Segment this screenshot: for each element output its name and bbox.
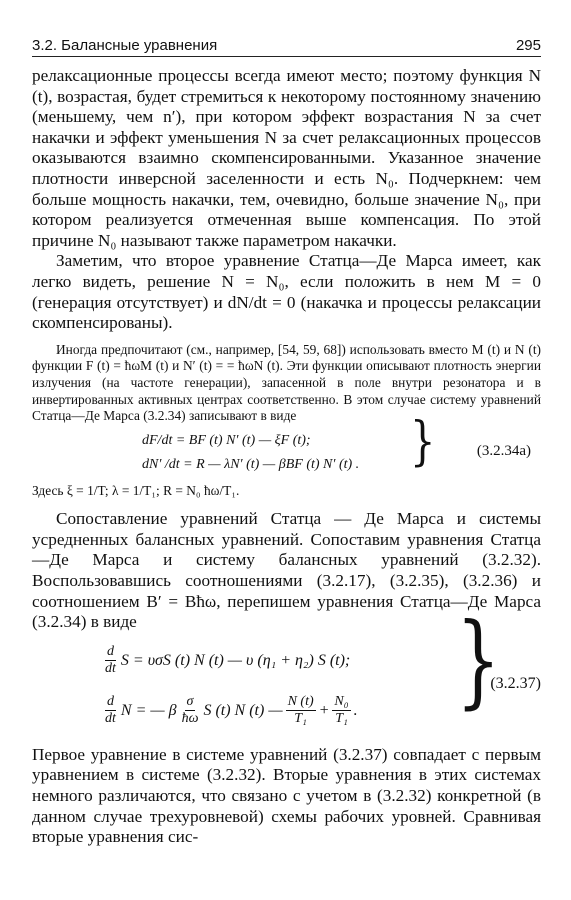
equation-rhs: S = υσS (t) N (t) — υ (η₁ + η₂) S (t); xyxy=(120,651,351,669)
sigma-over-hbar-omega-fraction xyxy=(180,694,201,727)
fraction-denominator: dt xyxy=(105,661,116,677)
fraction-numerator: d xyxy=(106,694,114,710)
paragraph-2: Заметим, что второе уравнение Статца—Де Марса имеет, как легко видеть, решение N = N₀, если положить в нем M = 0 (генерация отсутствует) и dN/dt = 0 (накачка и процессы релаксации скомпенсированы). xyxy=(32,251,541,333)
fraction-numerator: N₀ xyxy=(334,694,349,710)
paragraph-5: Сопоставление уравнений Статца — Де Марса и системы усредненных балансных уравнений. Сопоставим уравнения Статца—Де Марса и систему балансных уравнений (3.2.32). Воспользовавшись соотношениями (3.2.17), (3.2.35), (3.2.36) и соотношением B′ = Bħω, перепишем уравнения Статца—Де Марса (3.2.34) в виде xyxy=(32,509,541,632)
paragraph-3-small: Иногда предпочитают (см., например, [54, 59, 68]) использовать вместо M (t) и N (t) функции F (t) = ħωM (t) и N′ (t) = = ħωN (t). Эти функции описывают плотность энергии излучения (на частоте генерации), запасенной в поле внутри резонатора и в инвертированных активных центрах соответственно. В этом случае систему уравнений Статца—Де Марса (3.2.34) записывают в виде xyxy=(32,341,541,424)
paragraph-4-small: Здесь ξ = 1/T; λ = 1/T₁; R = N₀ ħω/T₁. xyxy=(32,482,240,498)
right-brace-icon: } xyxy=(410,411,436,472)
fraction-numerator: d xyxy=(106,644,114,660)
equation-3-2-37 xyxy=(32,600,541,745)
equation-3-2-37-number: (3.2.37) xyxy=(490,674,541,692)
equation-3-2-34a xyxy=(32,411,541,483)
equation-3-2-37-lines xyxy=(100,637,358,737)
fraction-denominator: dt xyxy=(105,711,116,727)
spacer xyxy=(32,334,541,342)
equation-term: . xyxy=(353,701,358,719)
derivative-fraction xyxy=(103,694,118,727)
n-over-t1-fraction xyxy=(286,694,316,727)
fraction-numerator: σ xyxy=(186,694,194,710)
equation-term: S (t) N (t) — xyxy=(203,701,283,719)
derivative-fraction xyxy=(103,644,118,677)
n0-over-t1-fraction xyxy=(332,694,350,727)
paragraph-1: релаксационные процессы всегда имеют место; поэтому функция N (t), возрастая, будет стремиться к некоторому постоянному значению (меньшему, чем n′), при котором эффект возрастания N за счет накачки и эффект уменьшения N за счет релаксационных процессов оказываются взаимно скомпенсированными. Указанное значение плотности инверсной заселенности и есть N₀. Подчеркнем: чем больше мощность накачки, тем, очевидно, больше значение N₀, при котором реализуется отмеченная выше компенсация. По этой причине N₀ называют также параметром накачки. xyxy=(32,66,541,250)
running-header xyxy=(32,30,541,57)
equation-3-2-34a-lines xyxy=(142,429,359,477)
right-brace-icon: } xyxy=(456,600,501,720)
equation-3-2-34a-line-1: dF/dt = BF (t) N′ (t) — ξF (t); xyxy=(142,432,311,448)
equation-term: + xyxy=(318,701,330,719)
equation-3-2-37-line-1 xyxy=(100,637,358,685)
page-body xyxy=(32,66,541,848)
fraction-numerator: N (t) xyxy=(287,694,314,710)
section-title: 3.2. Балансные уравнения xyxy=(32,37,218,54)
fraction-denominator: T₁ xyxy=(294,711,307,727)
equation-term: N = — β xyxy=(120,701,177,719)
paragraph-6: Первое уравнение в системе уравнений (3.2.37) совпадает с первым уравнением в системе (3.2.32). Вторые уравнения в этих системах немного различаются, что связано с учетом в (3.2.32) конкретной (в данном случае трехуровневой) схемы рабочих уровней. Сравнивая вторые уравнения сис- xyxy=(32,744,541,847)
fraction-denominator: ħω xyxy=(181,711,199,727)
spacer xyxy=(32,499,541,509)
page-number: 295 xyxy=(515,37,541,54)
equation-3-2-34a-line-2: dN′ /dt = R — λN′ (t) — βBF (t) N′ (t) . xyxy=(142,456,360,472)
equation-3-2-34a-number: (3.2.34a) xyxy=(476,442,531,459)
equation-3-2-37-line-2 xyxy=(100,685,358,737)
fraction-denominator: T₁ xyxy=(335,711,348,727)
